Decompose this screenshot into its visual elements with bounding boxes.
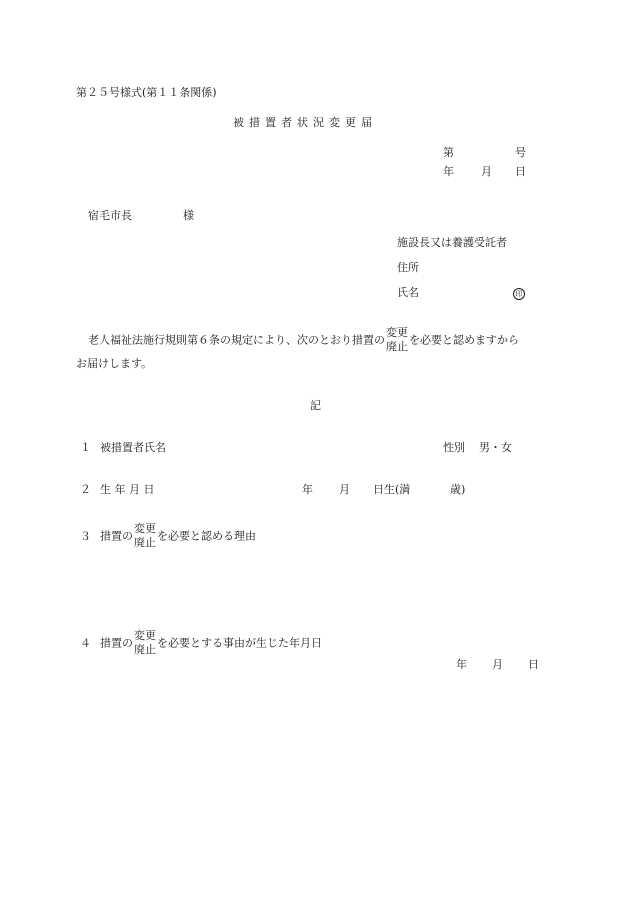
item2-month: 月: [339, 483, 350, 496]
document-title: 被措置者状況変更届: [233, 116, 377, 129]
item4-month: 月: [492, 658, 503, 671]
item4-option-lower: 廃止: [134, 643, 156, 656]
item4-year: 年: [456, 658, 467, 671]
seal-icon: 印: [513, 288, 525, 300]
item3-option-upper: 変更: [134, 522, 156, 535]
item3-option-stack: [134, 522, 156, 550]
seal-mark: [513, 287, 525, 300]
item3-row: [80, 522, 256, 550]
item2-year: 年: [302, 483, 313, 496]
item2-label: 生 年 月 日: [100, 483, 155, 496]
item2-day-born: 日生(満: [373, 483, 411, 496]
body-line-1: [88, 326, 519, 354]
item1-label: 被措置者氏名: [100, 441, 166, 454]
applicant-address-label: 住所: [397, 261, 419, 274]
ki-heading: 記: [310, 399, 321, 412]
item3-option-lower: 廃止: [134, 536, 156, 549]
body-text-before: 老人福祉法施行規則第６条の規定により、次のとおり措置の: [88, 333, 385, 347]
body-text-after: を必要と認めますから: [409, 333, 519, 347]
date-day: 日: [515, 165, 526, 178]
item1-gender-label: 性別: [443, 441, 465, 454]
item2-number: ２: [80, 483, 91, 496]
item4-option-stack: [134, 629, 156, 657]
reference-dai: 第: [443, 146, 454, 159]
applicant-role: 施設長又は養護受託者: [397, 236, 507, 249]
body-option-lower: 廃止: [386, 340, 408, 353]
form-number: 第２５号様式(第１１条関係): [76, 86, 217, 99]
item4-option-upper: 変更: [134, 629, 156, 642]
item1-gender-options: 男・女: [479, 441, 512, 454]
item3-prefix: 措置の: [100, 529, 133, 543]
body-option-upper: 変更: [386, 326, 408, 339]
item3-number: ３: [80, 529, 91, 543]
applicant-name-label: 氏名: [397, 286, 419, 299]
body-line-2: お届けします。: [76, 357, 153, 370]
addressee-honorific: 様: [183, 209, 194, 222]
item4-number: ４: [80, 636, 91, 650]
item4-prefix: 措置の: [100, 636, 133, 650]
item3-suffix: を必要と認める理由: [157, 529, 256, 543]
item4-day: 日: [528, 658, 539, 671]
reference-go: 号: [515, 146, 526, 159]
item4-row: [80, 629, 322, 657]
date-month: 月: [481, 165, 492, 178]
body-option-stack: [386, 326, 408, 354]
item4-suffix: を必要とする事由が生じた年月日: [157, 636, 322, 650]
item2-age: 歳): [450, 483, 466, 496]
item1-number: １: [80, 441, 91, 454]
date-year: 年: [443, 165, 454, 178]
addressee-name: 宿毛市長: [88, 209, 132, 222]
